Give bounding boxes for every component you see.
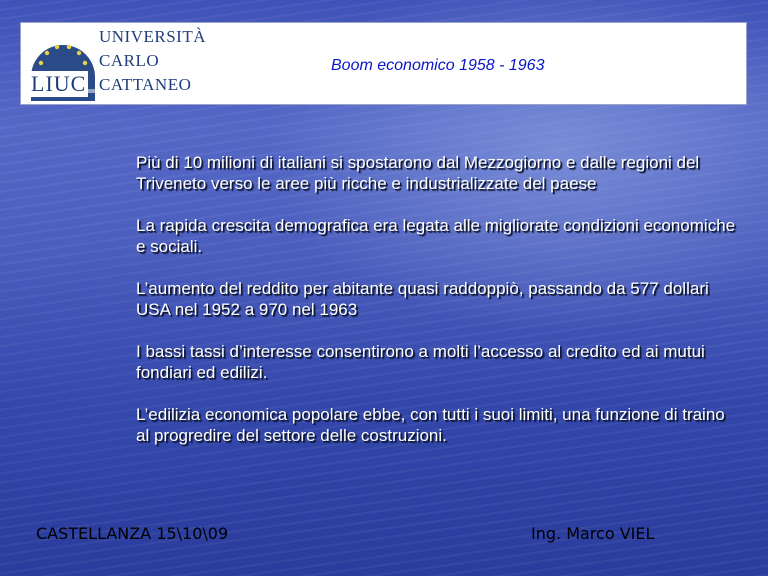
paragraph-demography: La rapida crescita demografica era legata alle migliorate condizioni economiche e sociali.	[136, 216, 736, 256]
logo-wordmark	[99, 25, 205, 97]
header-banner	[20, 22, 747, 105]
logo-acronym: LIUC	[31, 71, 87, 96]
paragraph-migration: Più di 10 milioni di italiani si spostarono dal Mezzogiorno e dalle regioni del Triveneto verso le aree più ricche e industrializzate del paese	[136, 153, 700, 193]
logo-line-2: CARLO	[99, 51, 160, 70]
footer-author: Ing. Marco VIEL	[531, 524, 655, 543]
paragraph-housing: L’edilizia economica popolare ebbe, con tutti i suoi limiti, una funzione di traino al progredire del settore delle costruzioni.	[136, 405, 725, 445]
logo-line-3: CATTANEO	[99, 75, 192, 94]
logo-line-1: UNIVERSITÀ	[99, 27, 206, 46]
paragraph-credit: I bassi tassi d’interesse consentirono a molti l’accesso al credito ed ai mutui fondiari ed edilizi.	[136, 342, 705, 382]
footer-location-date: CASTELLANZA 15\10\09	[36, 524, 229, 543]
slide-body	[136, 152, 736, 467]
university-logo	[23, 25, 206, 103]
paragraph-income: L’aumento del reddito per abitante quasi raddoppiò, passando da 577 dollari USA nel 1952 a 970 nel 1963	[136, 279, 709, 319]
slide-title: Boom economico 1958 - 1963	[331, 57, 545, 74]
